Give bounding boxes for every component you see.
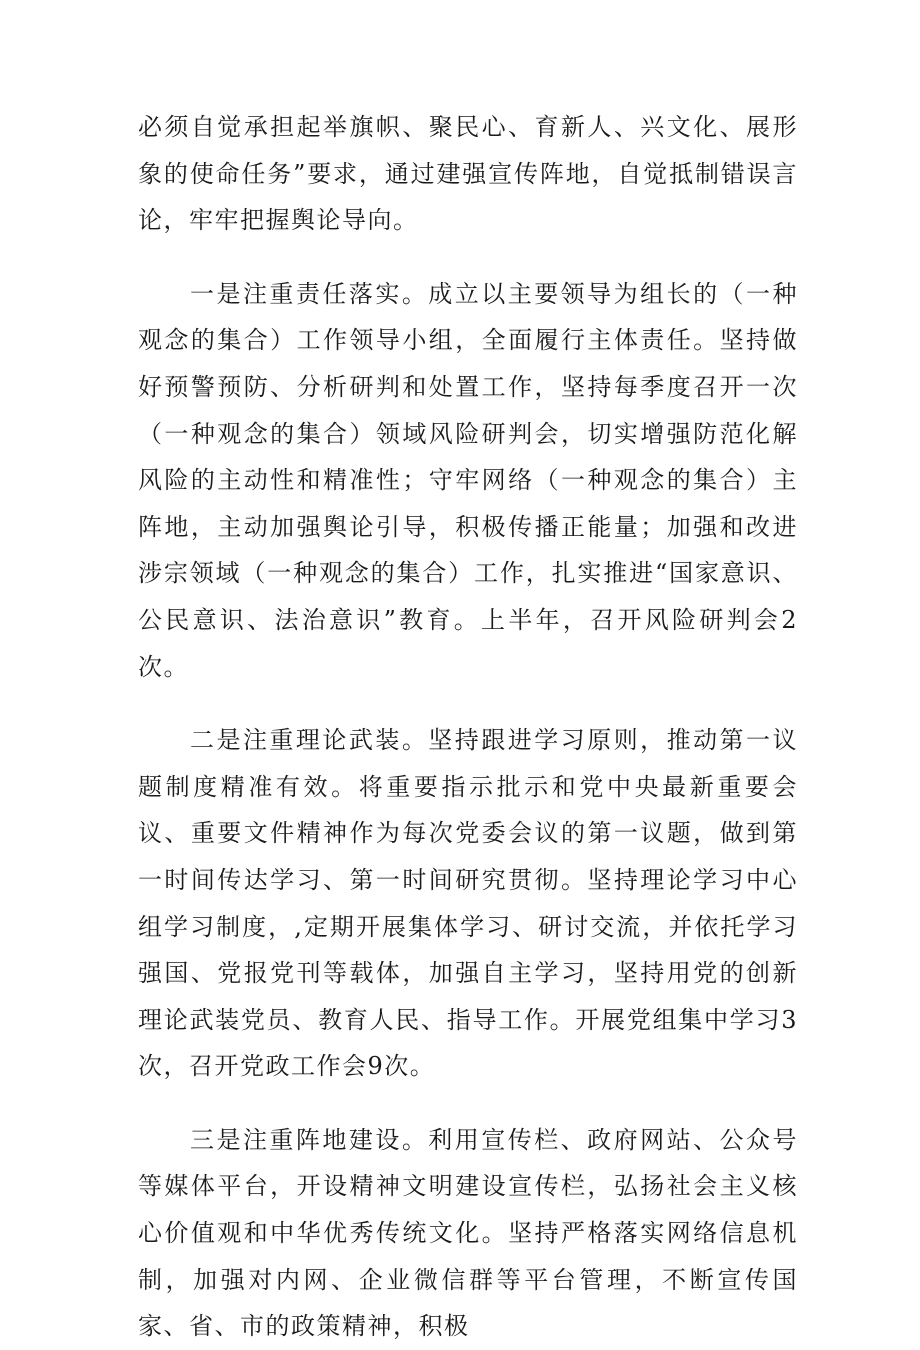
paragraph-theory-study: 二是注重理论武装。坚持跟进学习原则，推动第一议题制度精准有效。将重要指示批示和党中央最新重要会议、重要文件精神作为每次党委会议的第一议题，做到第一时间传达学习、第一时间研究贯彻。坚持理论学习中心组学习制度，,定期开展集体学习、研讨交流，并依托学习强国、党报党刊等载体，加强自主学习，坚持用党的创新理论武装党员、教育人民、指导工作。开展党组集中学习3次，召开党政工作会9次。: [138, 726, 798, 1081]
paragraph-responsibility: 一是注重责任落实。成立以主要领导为组长的（一种观念的集合）工作领导小组，全面履行主体责任。坚持做好预警预防、分析研判和处置工作，坚持每季度召开一次（一种观念的集合）领域风险研判会，切实增强防范化解风险的主动性和精准性；守牢网络（一种观念的集合）主阵地，主动加强舆论引导，积极传播正能量；加强和改进涉宗领域（一种观念的集合）工作，扎实推进“国家意识、公民意识、法治意识”教育。上半年，召开风险研判会2次。: [138, 279, 798, 681]
paragraph-continuation: 必须自觉承担起举旗帜、聚民心、育新人、兴文化、展形象的使命任务”要求，通过建强宣传阵地，自觉抵制错误言论，牢牢把握舆论导向。: [138, 113, 798, 235]
paragraph-position-building: 三是注重阵地建设。利用宣传栏、政府网站、公众号等媒体平台，开设精神文明建设宣传栏，弘扬社会主义核心价值观和中华优秀传统文化。坚持严格落实网络信息机制，加强对内网、企业微信群等平台管理，不断宣传国家、省、市的政策精神，积极: [138, 1125, 798, 1341]
document-body: [138, 104, 798, 1350]
